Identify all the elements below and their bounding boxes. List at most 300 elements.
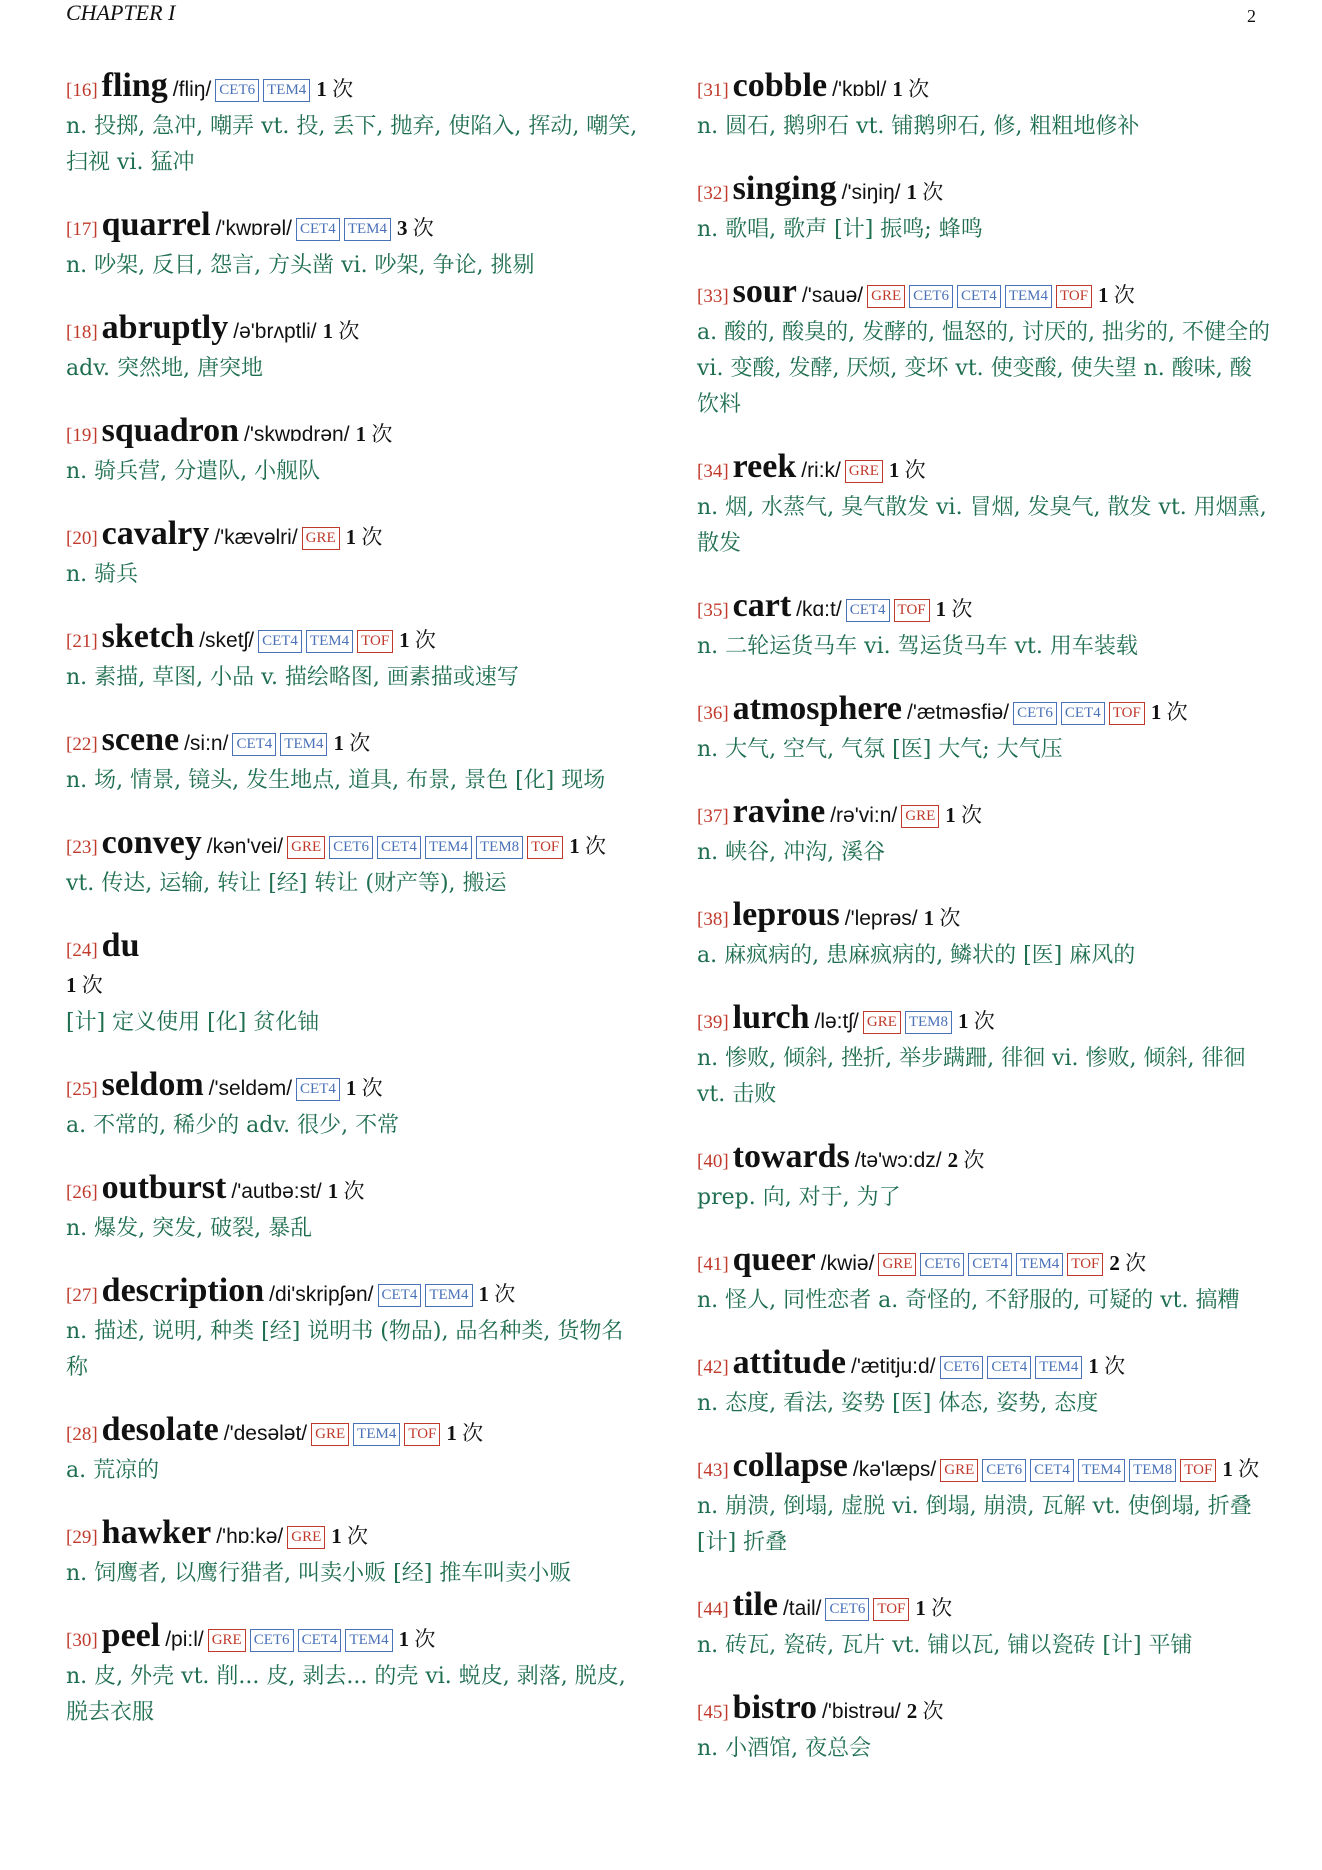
count-unit: 次 [1125,1251,1147,1275]
definition: a. 不常的, 稀少的 adv. 很少, 不常 [66,1113,400,1138]
entry-headline [697,1587,1271,1627]
exam-tag-tem4: TEM4 [353,1423,400,1446]
page-number: 2 [1247,6,1256,26]
entry-number: [20] [66,528,98,549]
count-number: 1 [345,525,357,549]
occurrence-count [479,1282,516,1306]
count-unit: 次 [963,1148,985,1172]
vocab-entry [697,1139,1271,1216]
count-unit: 次 [361,1076,383,1100]
occurrence-count [66,973,103,997]
count-number: 1 [888,458,900,482]
occurrence-count [331,1524,368,1548]
entry-headline [697,171,1271,211]
headword: outburst [101,1169,227,1206]
occurrence-count [1109,1251,1146,1275]
count-number: 3 [396,216,408,240]
occurrence-count [1098,283,1135,307]
occurrence-count [399,628,436,652]
entry-headline [66,1273,640,1313]
entry-number: [22] [66,734,98,755]
phonetic: /'autbə:st/ [231,1180,322,1203]
entry-number: [28] [66,1424,98,1445]
definition: n. 砖瓦, 瓷砖, 瓦片 vt. 铺以瓦, 铺以瓷砖 [计] 平铺 [697,1633,1193,1658]
headword: quarrel [101,206,211,243]
entry-headline [66,207,640,247]
count-number: 1 [331,1524,342,1548]
exam-tag-gre: GRE [901,805,939,828]
entry-headline [697,1448,1271,1488]
exam-tags [307,1425,440,1444]
exam-tag-cet6: CET6 [982,1459,1026,1482]
phonetic: /di'skripʃən/ [269,1283,374,1306]
count-number: 1 [316,77,327,101]
headword: singing [732,170,837,207]
definition: vt. 传达, 运输, 转让 [经] 转让 (财产等), 搬运 [66,871,507,896]
definition: n. 惨败, 倾斜, 挫折, 举步蹒跚, 徘徊 vi. 惨败, 倾斜, 徘徊 vt. 击败 [697,1046,1246,1107]
vocab-entry [66,413,640,490]
entry-headline [697,1345,1271,1385]
occurrence-count [446,1421,483,1445]
occurrence-count [907,1699,944,1723]
vocab-entry [697,588,1271,665]
phonetic: /tail/ [782,1597,822,1620]
definition: n. 骑兵 [66,562,139,587]
entry-number: [29] [66,1527,98,1548]
entry-number: [35] [697,600,729,621]
exam-tags [842,601,930,620]
count-number: 1 [569,834,580,858]
phonetic: /kən'vei/ [206,835,284,858]
entry-headline [697,1242,1271,1282]
exam-tags [292,1080,340,1099]
headword: sour [732,273,797,310]
vocab-entry [66,207,640,284]
definition: n. 描述, 说明, 种类 [经] 说明书 (物品), 品名种类, 货物名称 [66,1319,624,1380]
entry-number: [44] [697,1599,729,1620]
exam-tag-tem4: TEM4 [344,218,391,241]
phonetic: /'skwɒdrən/ [244,423,350,446]
vocab-entry [697,1448,1271,1561]
entry-number: [39] [697,1012,729,1033]
phonetic: /tə'wɔ:dz/ [854,1149,942,1172]
entry-number: [27] [66,1285,98,1306]
exam-tag-cet4: CET4 [298,1629,342,1652]
occurrence-count [924,906,961,930]
left-column [66,68,640,1757]
count-number: 1 [1088,1354,1099,1378]
exam-tag-cet4: CET4 [846,599,890,622]
phonetic: /'ætməsfiə/ [907,701,1010,724]
exam-tag-tof: TOF [1056,285,1092,308]
exam-tags [897,807,939,826]
exam-tag-gre: GRE [867,285,905,308]
occurrence-count [936,597,973,621]
phonetic: /'siŋiŋ/ [841,181,901,204]
definition: n. 素描, 草图, 小品 v. 描绘略图, 画素描或速写 [66,665,519,690]
exam-tag-gre: GRE [287,1526,325,1549]
phonetic: /kɑ:t/ [796,598,842,621]
count-number: 1 [915,1596,926,1620]
exam-tags [936,1358,1083,1377]
phonetic: /si:n/ [184,732,229,755]
entry-number: [45] [697,1702,729,1723]
headword: tile [732,1586,778,1623]
count-unit: 次 [349,731,371,755]
definition: n. 怪人, 同性恋者 a. 奇怪的, 不舒服的, 可疑的 vt. 搞糟 [697,1288,1240,1313]
headword: attitude [732,1344,846,1381]
headword: sketch [101,618,195,655]
vocab-entry [66,722,640,799]
definition: n. 皮, 外壳 vt. 削... 皮, 剥去... 的壳 vi. 蜕皮, 剥落, 脱皮, 脱去衣服 [66,1664,626,1725]
count-number: 1 [345,1076,357,1100]
definition: n. 二轮运货马车 vi. 驾运货马车 vt. 用车装载 [697,634,1138,659]
phonetic: /ri:k/ [801,459,841,482]
entry-number: [19] [66,425,98,446]
count-unit: 次 [904,458,926,482]
headword: hawker [101,1514,212,1551]
occurrence-count [1151,700,1188,724]
count-unit: 次 [462,1421,484,1445]
phonetic: /ə'brʌptli/ [233,320,317,343]
entry-headline [697,588,1271,628]
vocab-entry [697,1587,1271,1664]
definition: n. 烟, 水蒸气, 臭气散发 vi. 冒烟, 发臭气, 散发 vt. 用烟熏, 散发 [697,495,1267,556]
exam-tag-tof: TOF [873,1598,909,1621]
count-unit: 次 [81,973,103,997]
phonetic: /'hɒ:kə/ [216,1525,284,1548]
definition: n. 投掷, 急冲, 嘲弄 vt. 投, 丢下, 抛弃, 使陷入, 挥动, 嘲笑, 扫视 vi. 猛冲 [66,114,638,175]
entry-number: [43] [697,1460,729,1481]
phonetic: /'kævəlri/ [214,526,298,549]
count-number: 1 [478,1282,490,1306]
definition: prep. 向, 对于, 为了 [697,1185,901,1210]
exam-tag-tem4: TEM4 [280,733,327,756]
entry-number: [41] [697,1254,729,1275]
entry-headline [697,449,1271,489]
vocab-entry [697,1000,1271,1113]
headword: squadron [101,412,240,449]
exam-tag-tem8: TEM8 [476,836,523,859]
exam-tags [283,838,563,857]
vocab-entry [697,1345,1271,1422]
phonetic: /'leprəs/ [844,907,918,930]
entry-number: [26] [66,1182,98,1203]
phonetic: /pi:l/ [165,1628,204,1651]
count-unit: 次 [414,1627,436,1651]
definition: n. 饲鹰者, 以鹰行猎者, 叫卖小贩 [经] 推车叫卖小贩 [66,1561,572,1586]
occurrence-count [316,77,353,101]
entry-number: [31] [697,80,729,101]
definition: n. 圆石, 鹅卵石 vt. 铺鹅卵石, 修, 粗粗地修补 [697,114,1140,139]
occurrence-count [958,1009,995,1033]
vocab-entry [66,1618,640,1731]
count-unit: 次 [939,906,961,930]
exam-tag-tem4: TEM4 [306,630,353,653]
headword: fling [101,67,168,104]
headword: description [101,1272,265,1309]
exam-tag-tof: TOF [1067,1253,1103,1276]
headword: towards [732,1138,850,1175]
entry-number: [32] [697,183,729,204]
definition: a. 麻疯病的, 患麻疯病的, 鳞状的 [医] 麻风的 [697,943,1136,968]
exam-tag-cet4: CET4 [377,836,421,859]
exam-tag-cet4: CET4 [968,1253,1012,1276]
definition: n. 崩溃, 倒塌, 虚脱 vi. 倒塌, 崩溃, 瓦解 vt. 使倒塌, 折叠 [计] 折叠 [697,1494,1252,1555]
count-unit: 次 [960,803,982,827]
count-number: 2 [947,1148,959,1172]
exam-tag-tem4: TEM4 [1016,1253,1063,1276]
phonetic: /'kwɒrəl/ [215,217,292,240]
count-unit: 次 [338,319,360,343]
exam-tag-tem4: TEM4 [345,1629,392,1652]
count-number: 1 [322,319,334,343]
entry-headline [697,1000,1271,1040]
count-number: 1 [327,1179,339,1203]
phonetic: /'sauə/ [801,284,864,307]
entry-headline [66,825,640,865]
definition: n. 吵架, 反目, 怨言, 方头凿 vi. 吵架, 争论, 挑剔 [66,253,535,278]
definition: n. 大气, 空气, 气氛 [医] 大气; 大气压 [697,737,1063,762]
entry-number: [24] [66,940,98,961]
vocab-entry [66,310,640,387]
exam-tag-gre: GRE [208,1629,246,1652]
exam-tag-tem4: TEM4 [263,79,310,102]
exam-tag-cet4: CET4 [296,1078,340,1101]
exam-tag-tof: TOF [357,630,393,653]
entry-headline [697,897,1271,937]
page-header [66,0,1256,32]
count-unit: 次 [922,180,944,204]
headword: reek [732,448,797,485]
definition: n. 小酒馆, 夜总会 [697,1736,872,1761]
exam-tag-tof: TOF [404,1423,440,1446]
exam-tags [841,462,883,481]
headword: du [101,927,140,964]
count-number: 1 [958,1009,969,1033]
definition: n. 峡谷, 冲沟, 溪谷 [697,840,886,865]
exam-tag-cet4: CET4 [1030,1459,1074,1482]
count-unit: 次 [347,1524,369,1548]
count-number: 1 [333,731,344,755]
entry-headline [697,691,1271,731]
headword: convey [101,824,202,861]
exam-tag-tem8: TEM8 [905,1011,952,1034]
count-number: 2 [906,1699,918,1723]
entry-number: [38] [697,909,729,930]
exam-tags [283,1528,325,1547]
phonetic: /kwiə/ [820,1252,875,1275]
vocab-entry [697,1690,1271,1767]
count-unit: 次 [361,525,383,549]
entry-headline [66,516,640,556]
occurrence-count [915,1596,952,1620]
vocab-entry [66,619,640,696]
entry-headline [697,68,1271,108]
entry-number: [42] [697,1357,729,1378]
exam-tag-gre: GRE [302,527,340,550]
count-unit: 次 [1166,700,1188,724]
occurrence-count [346,1076,383,1100]
right-column [697,68,1271,1793]
exam-tag-tem4: TEM4 [425,836,472,859]
exam-tags [1009,704,1145,723]
count-number: 2 [1109,1251,1120,1275]
entry-headline [66,1618,640,1658]
count-number: 1 [923,906,935,930]
entry-number: [36] [697,703,729,724]
phonetic: /'bistrəu/ [822,1700,901,1723]
vocab-entry [66,516,640,593]
phonetic: /kə'læps/ [852,1458,937,1481]
exam-tag-tof: TOF [1180,1459,1216,1482]
headword: abruptly [101,309,229,346]
count-number: 1 [945,803,956,827]
count-unit: 次 [494,1282,516,1306]
occurrence-count [906,180,943,204]
exam-tag-cet6: CET6 [329,836,373,859]
entry-number: [25] [66,1079,98,1100]
vocab-entry [66,1515,640,1592]
exam-tags [936,1461,1216,1480]
definition: n. 爆发, 突发, 破裂, 暴乱 [66,1216,313,1241]
count-unit: 次 [412,216,434,240]
entry-headline [66,619,640,659]
headword: desolate [101,1411,219,1448]
entry-headline [66,68,640,108]
occurrence-count [889,458,926,482]
count-unit: 次 [922,1699,944,1723]
count-unit: 次 [414,628,436,652]
headword: bistro [732,1689,818,1726]
vocab-entry [697,449,1271,562]
exam-tag-tem4: TEM4 [1005,285,1052,308]
exam-tags [863,287,1092,306]
vocab-entry [66,1273,640,1386]
count-unit: 次 [908,77,930,101]
entry-headline [66,1170,640,1210]
chapter-title: CHAPTER I [66,0,176,25]
exam-tag-cet4: CET4 [232,733,276,756]
exam-tag-tem4: TEM4 [1035,1356,1082,1379]
occurrence-count [945,803,982,827]
exam-tag-cet6: CET6 [1013,702,1057,725]
exam-tags [374,1286,473,1305]
exam-tag-cet6: CET6 [940,1356,984,1379]
exam-tags [254,632,393,651]
headword: cobble [732,67,828,104]
definition: a. 酸的, 酸臭的, 发酵的, 愠怒的, 讨厌的, 拙劣的, 不健全的 vi. 变酸, 发酵, 厌烦, 变坏 vt. 使变酸, 使失望 n. 酸味, 酸饮料 [697,320,1271,417]
entry-headline [66,310,640,350]
exam-tag-tem4: TEM4 [1078,1459,1125,1482]
exam-tag-cet4: CET4 [1061,702,1105,725]
phonetic: /fliŋ/ [172,78,212,101]
count-unit: 次 [1113,283,1135,307]
headword: peel [101,1617,161,1654]
exam-tags [298,529,340,548]
exam-tag-gre: GRE [311,1423,349,1446]
vocab-entry [697,68,1271,145]
entry-number: [30] [66,1630,98,1651]
exam-tag-gre: GRE [287,836,325,859]
count-number: 1 [66,973,77,997]
headword: atmosphere [732,690,903,727]
entry-headline [697,794,1271,834]
count-unit: 次 [371,422,393,446]
vocab-entry [697,171,1271,248]
headword: queer [732,1241,816,1278]
occurrence-count [323,319,360,343]
exam-tags [204,1631,393,1650]
occurrence-count [1222,1457,1259,1481]
headword: ravine [732,793,826,830]
phonetic: /'kɒbl/ [832,78,887,101]
entry-number: [23] [66,837,98,858]
headword: seldom [101,1066,204,1103]
phonetic: /sketʃ/ [199,629,255,652]
phonetic: /'seldəm/ [208,1077,293,1100]
vocab-entry [66,1067,640,1144]
exam-tag-cet6: CET6 [250,1629,294,1652]
definition: [计] 定义使用 [化] 贫化铀 [66,1010,320,1035]
count-unit: 次 [951,597,973,621]
entry-headline [66,1067,640,1107]
count-number: 1 [446,1421,457,1445]
entry-headline [66,1515,640,1555]
entry-number: [17] [66,219,98,240]
headword: cart [732,587,792,624]
entry-headline [66,928,640,1004]
count-number: 1 [892,77,903,101]
phonetic: /'desələt/ [223,1422,308,1445]
entry-headline [697,274,1271,314]
count-unit: 次 [332,77,354,101]
exam-tags [292,220,391,239]
entry-number: [18] [66,322,98,343]
entry-headline [66,413,640,453]
occurrence-count [399,1627,436,1651]
phonetic: /lə:tʃ/ [814,1010,859,1033]
definition: n. 骑兵营, 分遣队, 小舰队 [66,459,321,484]
entry-headline [66,1412,640,1452]
exam-tag-tof: TOF [894,599,930,622]
count-unit: 次 [973,1009,995,1033]
exam-tag-cet6: CET6 [825,1598,869,1621]
headword: cavalry [101,515,210,552]
exam-tag-tof: TOF [527,836,563,859]
occurrence-count [569,834,606,858]
exam-tag-cet6: CET6 [920,1253,964,1276]
headword: lurch [732,999,810,1036]
occurrence-count [333,731,370,755]
headword: leprous [732,896,840,933]
exam-tag-gre: GRE [878,1253,916,1276]
vocab-entry [697,274,1271,423]
occurrence-count [1088,1354,1125,1378]
definition: n. 态度, 看法, 姿势 [医] 体态, 姿势, 态度 [697,1391,1099,1416]
definition: n. 场, 情景, 镜头, 发生地点, 道具, 布景, 景色 [化] 现场 [66,768,606,793]
occurrence-count [948,1148,985,1172]
exam-tag-cet4: CET4 [296,218,340,241]
exam-tags [228,735,327,754]
exam-tag-cet4: CET4 [258,630,302,653]
exam-tags [211,81,310,100]
count-number: 1 [906,180,917,204]
occurrence-count [892,77,929,101]
count-number: 1 [399,628,410,652]
count-number: 1 [398,1627,410,1651]
exam-tag-cet4: CET4 [378,1284,422,1307]
